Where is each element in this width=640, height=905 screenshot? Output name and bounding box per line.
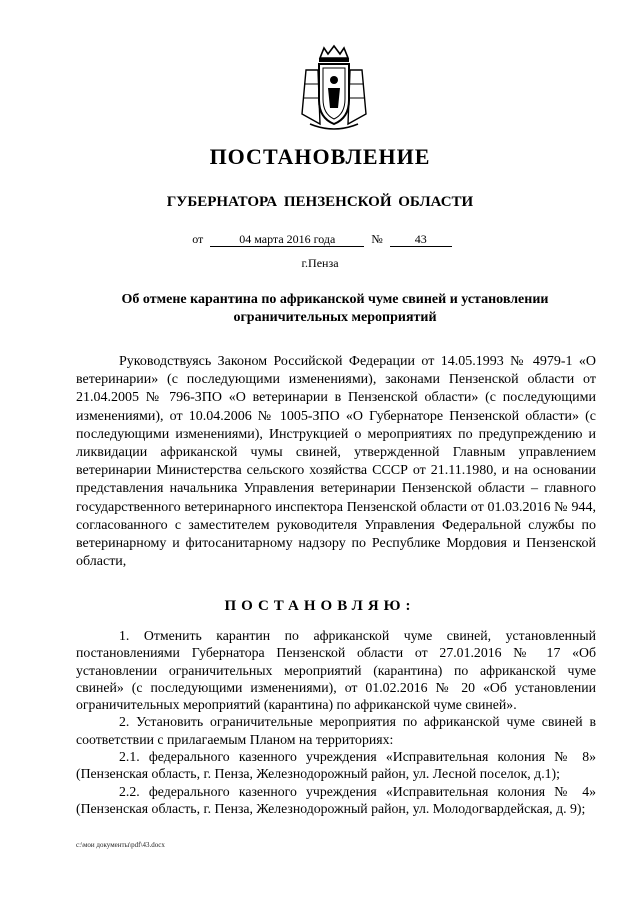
file-path-footer: c:\мои документы\pdf\43.docx [76,841,165,849]
document-number: 43 [390,232,452,247]
date-number-line [0,232,640,247]
date-prefix: от [192,232,204,246]
preamble-paragraph: Руководствуясь Законом Российской Федерации от 14.05.1993 № 4979-1 «О ветеринарии» (с последующими изменениями), законами Пензенской области от 21.04.2005 № 796-ЗПО «О ветеринарии в Пензенской области» (с последующими изменениями), от 10.04.2006 № 1005-ЗПО «О Губернаторе Пензенской области» (с последующими изменениями), Инструкцией о мероприятиях по предупреждению и ликвидации африканской чумы свиней, утвержденной Главным управлением ветеринарии Министерства сельского хозяйства СССР от 21.11.1980, и на основании представления начальника Управления ветеринарии Пензенской области – главного государственного ветеринарного инспектора Пензенской области от 01.03.2016 № 944, согласованного с заместителем руководителя Управления Федеральной службы по ветеринарному и фитосанитарному надзору по Республике Мордовия и Пензенской области, [76,354,596,570]
number-prefix: № [371,232,383,246]
resolution-item: 1. Отменить карантин по африканской чуме свиней, установленный постановлениями Губернатора Пензенской области от 27.01.2016 № 17 «Об установлении ограничительных мероприятий (карантина) по африканской чуме свиней» (с последующими изменениями), от 01.02.2016 № 20 «Об установлении ограничительных мероприятий (карантина) по африканской чуме свиней». [76,628,596,713]
preamble-section [76,353,596,571]
resolution-item: 2.2. федерального казенного учреждения «Исправительная колония № 4» (Пензенская область, г. Пенза, Железнодорожный район, ул. Молодогвардейская, д. 9); [76,783,596,816]
resolve-heading: ПОСТАНОВЛЯЮ: [224,598,416,614]
document-heading: Об отмене карантина по африканской чуме свиней и установлении ограничительных мероприятий [121,292,549,325]
resolution-item: 2.1. федерального казенного учреждения «Исправительная колония № 8» (Пензенская область, г. Пенза, Железнодорожный район, ул. Лесной поселок, д.1); [76,749,596,782]
document-subtitle: ГУБЕРНАТОРА ПЕНЗЕНСКОЙ ОБЛАСТИ [166,194,474,210]
resolution-items [76,627,596,817]
document-city: г.Пенза [301,256,339,270]
document-date: 04 марта 2016 года [210,232,364,247]
document-title: ПОСТАНОВЛЕНИЕ [209,144,431,169]
penza-coat-of-arms-icon [292,44,376,130]
resolution-item: 2. Установить ограничительные мероприятия по африканской чуме свиней в соответствии с прилагаемым Планом на территориях: [76,714,596,747]
